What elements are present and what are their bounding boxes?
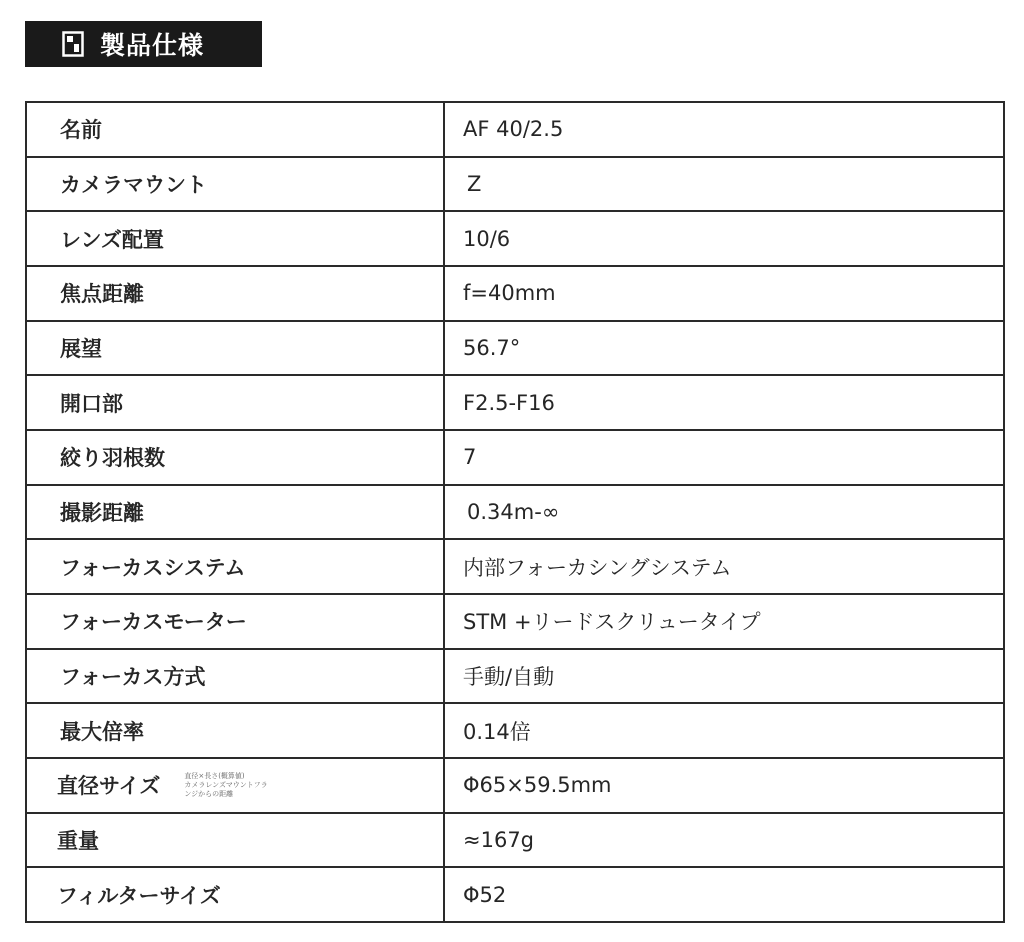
spec-label: 名前 bbox=[27, 103, 445, 156]
spec-row-aperture bbox=[27, 376, 1003, 431]
document-icon bbox=[62, 31, 84, 57]
spec-value: STM +リードスクリュータイプ bbox=[463, 610, 761, 635]
spec-label: 重量 bbox=[27, 814, 445, 867]
spec-value: AF 40/2.5 bbox=[463, 117, 564, 142]
spec-label: カメラマウント bbox=[27, 158, 445, 211]
spec-value: 0.34m-∞ bbox=[467, 500, 560, 525]
spec-row-weight bbox=[27, 814, 1003, 869]
spec-row-max-magnification bbox=[27, 704, 1003, 759]
spec-row-name bbox=[27, 103, 1003, 158]
spec-row-aperture-blades bbox=[27, 431, 1003, 486]
spec-label: 最大倍率 bbox=[27, 704, 445, 757]
spec-label: 絞り羽根数 bbox=[27, 431, 445, 484]
spec-label: フォーカス方式 bbox=[27, 650, 445, 703]
spec-row-dimensions bbox=[27, 759, 1003, 814]
spec-value: 0.14倍 bbox=[463, 719, 531, 744]
spec-label: 開口部 bbox=[27, 376, 445, 429]
spec-row-focus-motor bbox=[27, 595, 1003, 650]
spec-label: フォーカスシステム bbox=[27, 540, 445, 593]
spec-label: 直径サイズ bbox=[57, 774, 161, 799]
spec-value: F2.5-F16 bbox=[463, 390, 555, 415]
section-title: 製品仕様 bbox=[100, 31, 205, 60]
spec-row-focal-length bbox=[27, 267, 1003, 322]
spec-label: フォーカスモーター bbox=[27, 595, 445, 648]
spec-row-focus-system bbox=[27, 540, 1003, 595]
spec-value: 7 bbox=[463, 445, 477, 470]
spec-value: ≈167g bbox=[463, 828, 535, 853]
spec-row-shooting-distance bbox=[27, 486, 1003, 541]
spec-label: レンズ配置 bbox=[27, 212, 445, 265]
spec-value: 内部フォーカシングシステム bbox=[463, 555, 732, 580]
spec-label: フィルターサイズ bbox=[27, 868, 445, 921]
spec-value: Φ52 bbox=[463, 882, 507, 907]
spec-value: 手動/自動 bbox=[463, 665, 555, 690]
spec-value: 56.7° bbox=[463, 336, 521, 361]
spec-footnote: 直径×長さ(概算値) カメラレンズマウントフラ ンジからの距離 bbox=[184, 771, 268, 798]
spec-row-camera-mount bbox=[27, 158, 1003, 213]
section-header bbox=[25, 21, 262, 67]
spec-row-lens-config bbox=[27, 212, 1003, 267]
spec-row-focus-mode bbox=[27, 650, 1003, 705]
spec-row-view-angle bbox=[27, 322, 1003, 377]
spec-label: 焦点距離 bbox=[27, 267, 445, 320]
spec-value: 10/6 bbox=[463, 226, 511, 251]
spec-value: Φ65×59.5mm bbox=[463, 773, 612, 798]
spec-label: 撮影距離 bbox=[27, 486, 445, 539]
spec-table bbox=[25, 101, 1005, 923]
spec-value: Z bbox=[467, 172, 482, 196]
spec-row-filter-size bbox=[27, 868, 1003, 921]
spec-label-with-note bbox=[27, 759, 445, 812]
spec-label: 展望 bbox=[27, 322, 445, 375]
spec-value: f=40mm bbox=[463, 281, 556, 306]
